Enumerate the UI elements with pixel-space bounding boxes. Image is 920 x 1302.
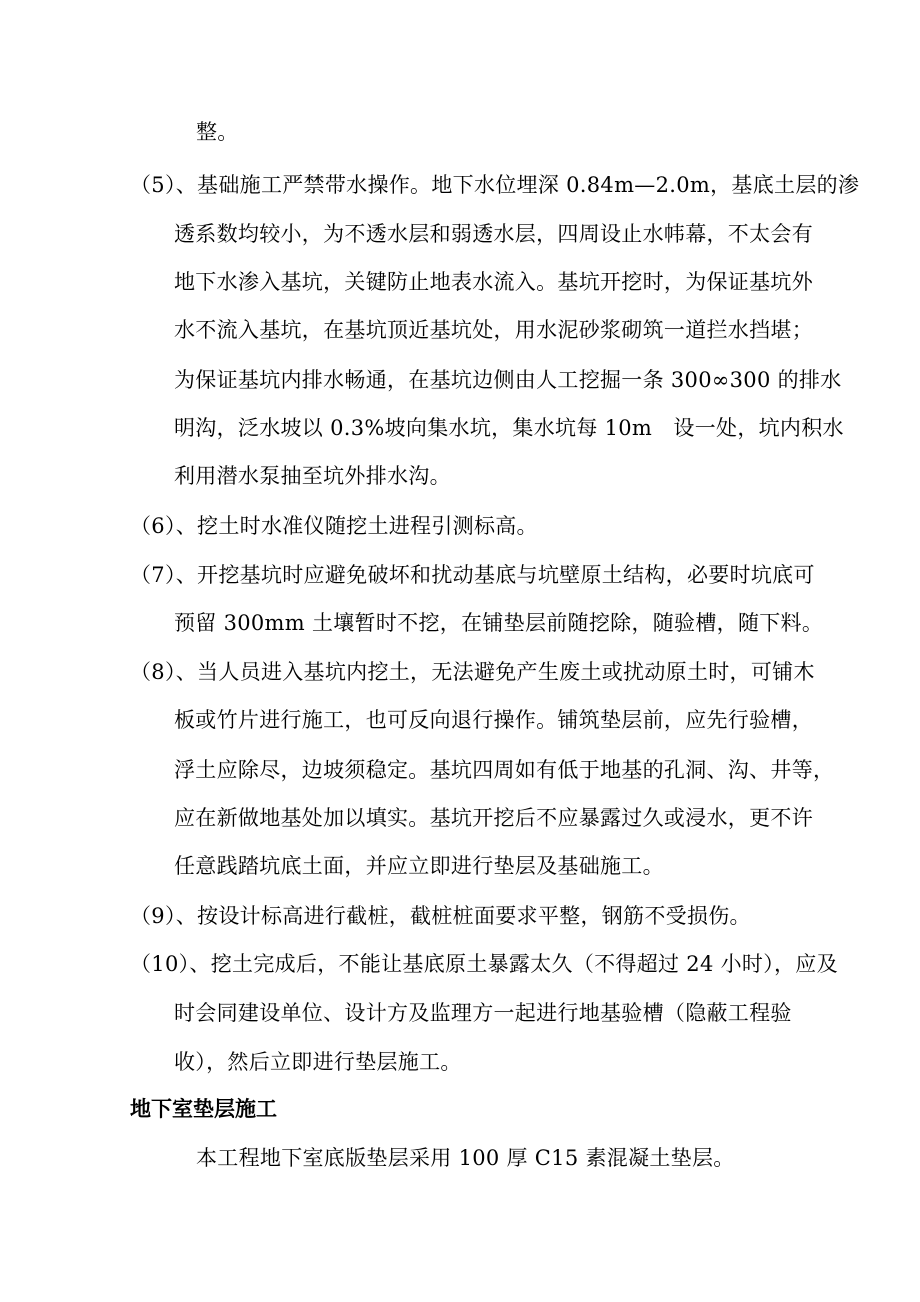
item-5-line-1: （5）、基础施工严禁带水操作。地下水位埋深 0.84m—2.0m，基底土层的渗 bbox=[130, 173, 860, 197]
continuation-line: 整。 bbox=[196, 120, 239, 144]
item-5-line-3: 地下水渗入基坑，关键防止地表水流入。基坑开挖时，为保证基坑外 bbox=[174, 270, 813, 294]
item-7-line-2: 预留 300mm 土壤暂时不挖，在铺垫层前随挖除，随验槽，随下料。 bbox=[174, 611, 824, 635]
section-body: 本工程地下室底版垫层采用 100 厚 C15 素混凝土垫层。 bbox=[196, 1146, 735, 1170]
item-10-line-2: 时会同建设单位、设计方及监理方一起进行地基验槽（隐蔽工程验 bbox=[174, 1001, 792, 1025]
item-5-line-7: 利用潜水泵抽至坑外排水沟。 bbox=[174, 464, 451, 488]
section-heading: 地下室垫层施工 bbox=[130, 1097, 277, 1121]
item-5-line-2: 透系数均较小，为不透水层和弱透水层，四周设止水帏幕，不太会有 bbox=[174, 222, 813, 246]
item-5-line-4: 水不流入基坑，在基坑顶近基坑处，用水泥砂浆砌筑一道拦水挡堪； bbox=[174, 318, 813, 342]
item-10-line-1: （10）、挖土完成后，不能让基底原土暴露太久（不得超过 24 小时），应及 bbox=[130, 952, 838, 976]
item-8-line-1: （8）、当人员进入基坑内挖土，无法避免产生废土或扰动原土时，可铺木 bbox=[130, 660, 815, 684]
item-6-line-1: （6）、挖土时水准仪随挖土进程引测标高。 bbox=[130, 514, 538, 538]
item-8-line-5: 任意践踏坑底土面，并应立即进行垫层及基础施工。 bbox=[174, 854, 664, 878]
item-5-line-6: 明沟，泛水坡以 0.3%坡向集水坑，集水坑每 10m 设一处，坑内积水 bbox=[174, 416, 844, 440]
item-8-line-4: 应在新做地基处加以填实。基坑开挖后不应暴露过久或浸水，更不许 bbox=[174, 806, 813, 830]
item-9-line-1: （9）、按设计标高进行截桩，截桩桩面要求平整，钢筋不受损伤。 bbox=[130, 904, 751, 928]
item-8-line-2: 板或竹片进行施工，也可反向退行操作。铺筑垫层前，应先行验槽， bbox=[174, 708, 813, 732]
item-8-line-3: 浮土应除尽，边坡须稳定。基坑四周如有低于地基的孔洞、沟、井等， bbox=[174, 758, 835, 782]
item-5-line-5: 为保证基坑内排水畅通，在基坑边侧由人工挖掘一条 300∞300 的排水 bbox=[174, 368, 842, 392]
item-10-line-3: 收），然后立即进行垫层施工。 bbox=[174, 1050, 462, 1074]
item-7-line-1: （7）、开挖基坑时应避免破坏和扰动基底与坑壁原土结构，必要时坑底可 bbox=[130, 563, 815, 587]
